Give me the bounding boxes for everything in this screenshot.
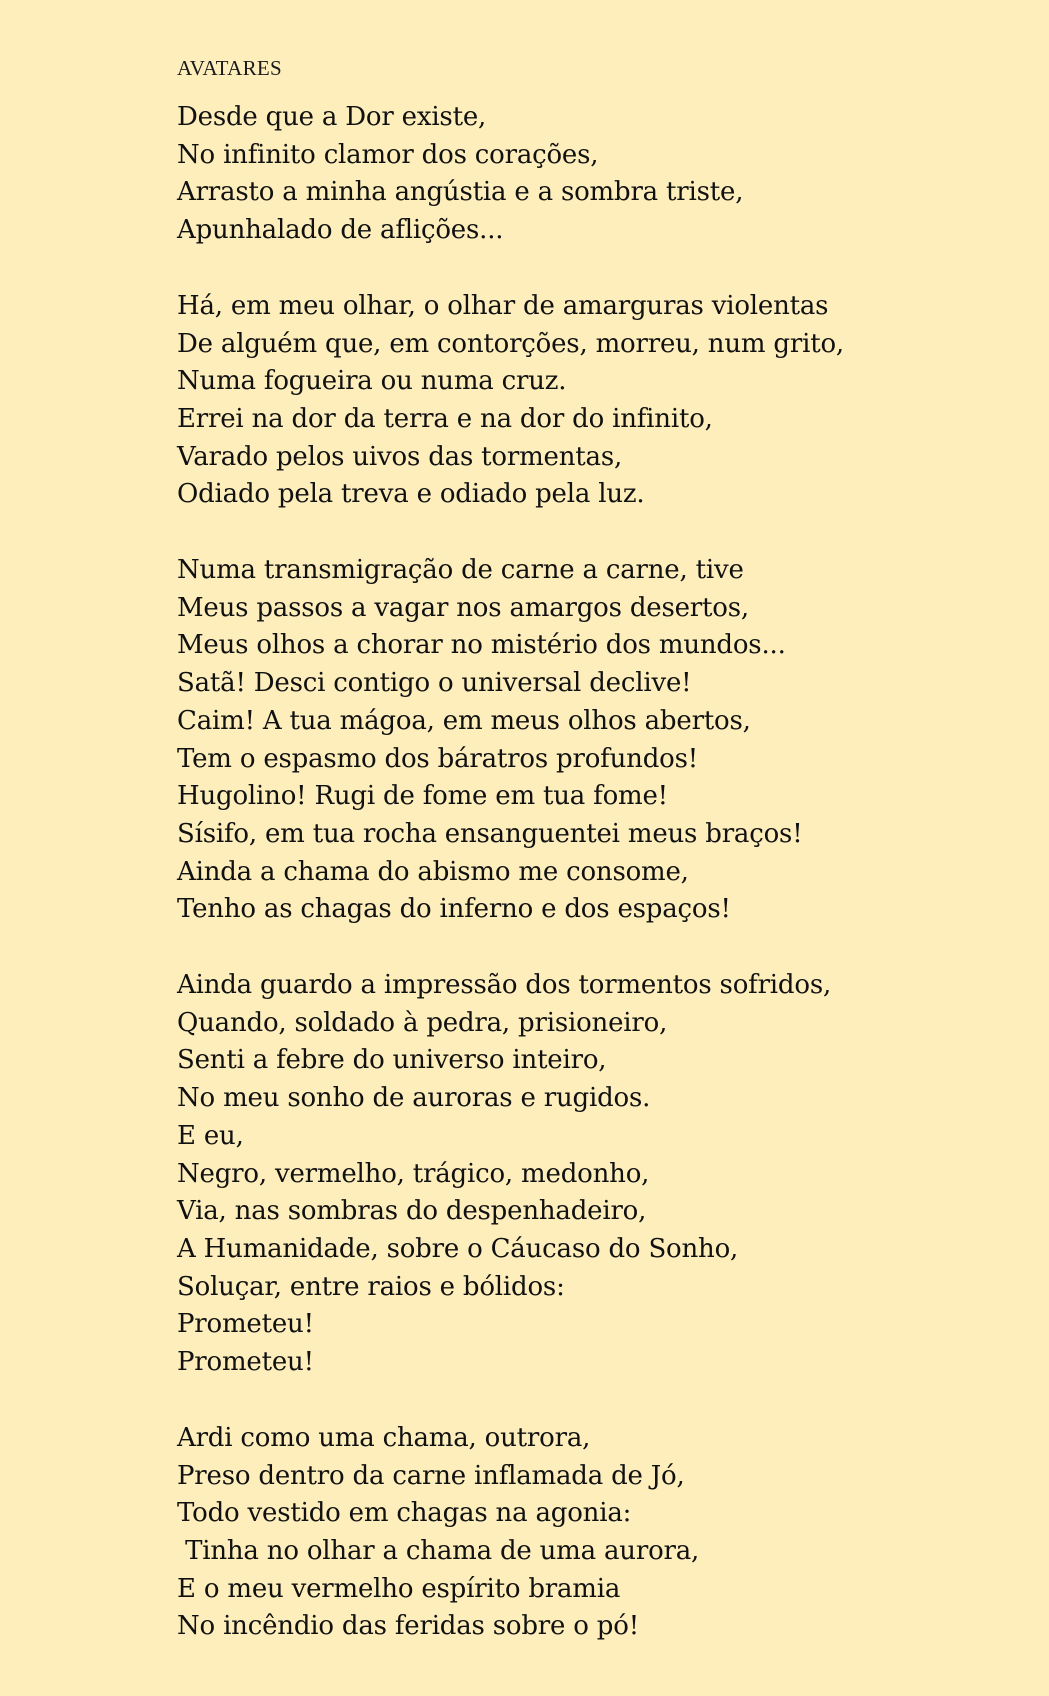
poem-line: E o meu vermelho espírito bramia — [177, 1573, 621, 1604]
poem-line: Via, nas sombras do despenhadeiro, — [177, 1196, 647, 1227]
poem-line: Numa transmigração de carne a carne, tive — [177, 555, 744, 586]
stanza — [177, 1420, 1017, 1646]
poem-line: De alguém que, em contorções, morreu, num grito, — [177, 328, 844, 359]
poem-line: Arrasto a minha angústia e a sombra triste, — [177, 177, 744, 208]
poem-line: Ardi como uma chama, outrora, — [177, 1422, 591, 1453]
poem-line: Apunhalado de aflições... — [177, 215, 504, 246]
poem-line: Todo vestido em chagas na agonia: — [177, 1498, 632, 1529]
poem-line: Meus olhos a chorar no mistério dos mundos... — [177, 630, 786, 661]
poem-line: Tenho as chagas do inferno e dos espaços! — [177, 894, 731, 925]
poem-line: Prometeu! — [177, 1347, 314, 1378]
poem-line: Odiado pela treva e odiado pela luz. — [177, 479, 645, 510]
stanza — [177, 967, 1017, 1382]
poem-line: Varado pelos uivos das tormentas, — [177, 441, 623, 472]
poem-line: Numa fogueira ou numa cruz. — [177, 366, 567, 397]
poem-line: No meu sonho de auroras e rugidos. — [177, 1083, 651, 1114]
poem-line: Ainda a chama do abismo me consome, — [177, 856, 689, 887]
poem-line: No infinito clamor dos corações, — [177, 139, 599, 170]
poem-line: A Humanidade, sobre o Cáucaso do Sonho, — [177, 1233, 739, 1264]
poem-line: Errei na dor da terra e na dor do infinito, — [177, 403, 713, 434]
poem-line: Soluçar, entre raios e bólidos: — [177, 1271, 565, 1302]
poem-line: Prometeu! — [177, 1309, 314, 1340]
poem-line: Tem o espasmo dos báratros profundos! — [177, 743, 698, 774]
poem-line: No incêndio das feridas sobre o pó! — [177, 1611, 639, 1642]
poem-line: E eu, — [177, 1120, 244, 1151]
poem-line: Ainda guardo a impressão dos tormentos sofridos, — [177, 970, 832, 1001]
poem-line: Senti a febre do universo inteiro, — [177, 1045, 607, 1076]
poem-line: Desde que a Dor existe, — [177, 102, 487, 132]
poem-title: AVATARES — [177, 56, 282, 80]
poem-line: Satã! Desci contigo o universal declive! — [177, 668, 692, 699]
poem-line: Meus passos a vagar nos amargos desertos, — [177, 592, 749, 623]
poem-line: Tinha no olhar a chama de uma aurora, — [177, 1535, 700, 1566]
poem-page — [177, 54, 1017, 1684]
poem-line: Preso dentro da carne inflamada de Jó, — [177, 1460, 685, 1491]
poem-line: Sísifo, em tua rocha ensanguentei meus braços! — [177, 818, 803, 849]
stanza — [177, 288, 1017, 514]
stanza — [177, 552, 1017, 929]
stanza — [177, 99, 1017, 250]
poem-line: Hugolino! Rugi de fome em tua fome! — [177, 781, 668, 812]
poem-line: Negro, vermelho, trágico, medonho, — [177, 1158, 650, 1189]
poem-body — [177, 99, 1017, 1646]
poem-line: Caim! A tua mágoa, em meus olhos abertos, — [177, 705, 751, 736]
poem-line: Quando, soldado à pedra, prisioneiro, — [177, 1007, 668, 1038]
poem-line: Há, em meu olhar, o olhar de amarguras violentas — [177, 290, 829, 321]
